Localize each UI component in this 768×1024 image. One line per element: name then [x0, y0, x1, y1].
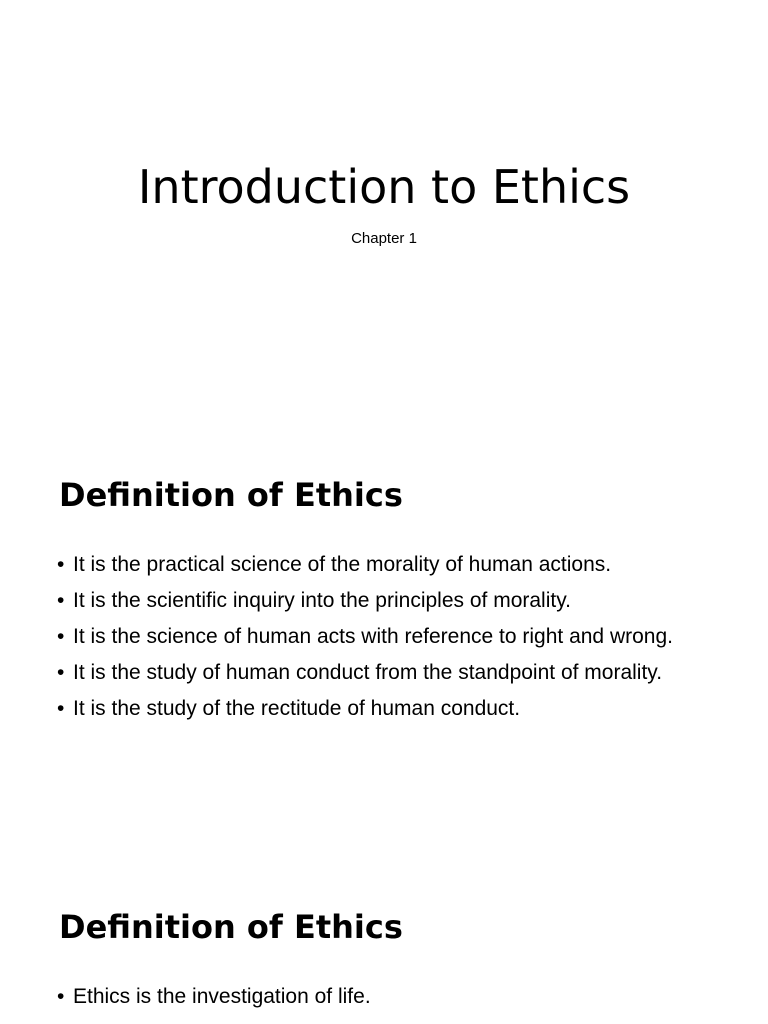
bullet-item [57, 695, 717, 722]
chapter-subtitle: Chapter 1 [351, 230, 417, 247]
bullet-item [57, 623, 717, 650]
bullet-item [57, 587, 717, 614]
bullet-icon: • [57, 625, 65, 648]
bullet-item [57, 659, 717, 686]
bullet-text: It is the scientific inquiry into the principles of morality. [73, 589, 571, 612]
definition-slide-1 [0, 432, 768, 864]
bullet-item [57, 983, 717, 1010]
title-slide [0, 0, 768, 432]
bullet-item [57, 551, 717, 578]
bullet-text: Ethics is the investigation of life. [73, 985, 371, 1008]
bullet-icon: • [57, 697, 65, 720]
bullet-text: It is the practical science of the morality of human actions. [73, 553, 612, 576]
bullet-icon: • [57, 553, 65, 576]
bullet-text: It is the study of the rectitude of human conduct. [73, 697, 521, 720]
definition-slide-2 [0, 864, 768, 1024]
section-heading: Definition of Ethics [59, 908, 403, 946]
bullet-icon: • [57, 589, 65, 612]
section-heading: Definition of Ethics [59, 476, 403, 514]
bullet-icon: • [57, 661, 65, 684]
presentation-title: Introduction to Ethics [137, 160, 631, 214]
bullet-list [57, 983, 717, 1019]
bullet-list [57, 551, 717, 731]
bullet-text: It is the study of human conduct from the standpoint of morality. [73, 661, 663, 684]
bullet-icon: • [57, 985, 65, 1008]
bullet-text: It is the science of human acts with reference to right and wrong. [73, 625, 673, 648]
